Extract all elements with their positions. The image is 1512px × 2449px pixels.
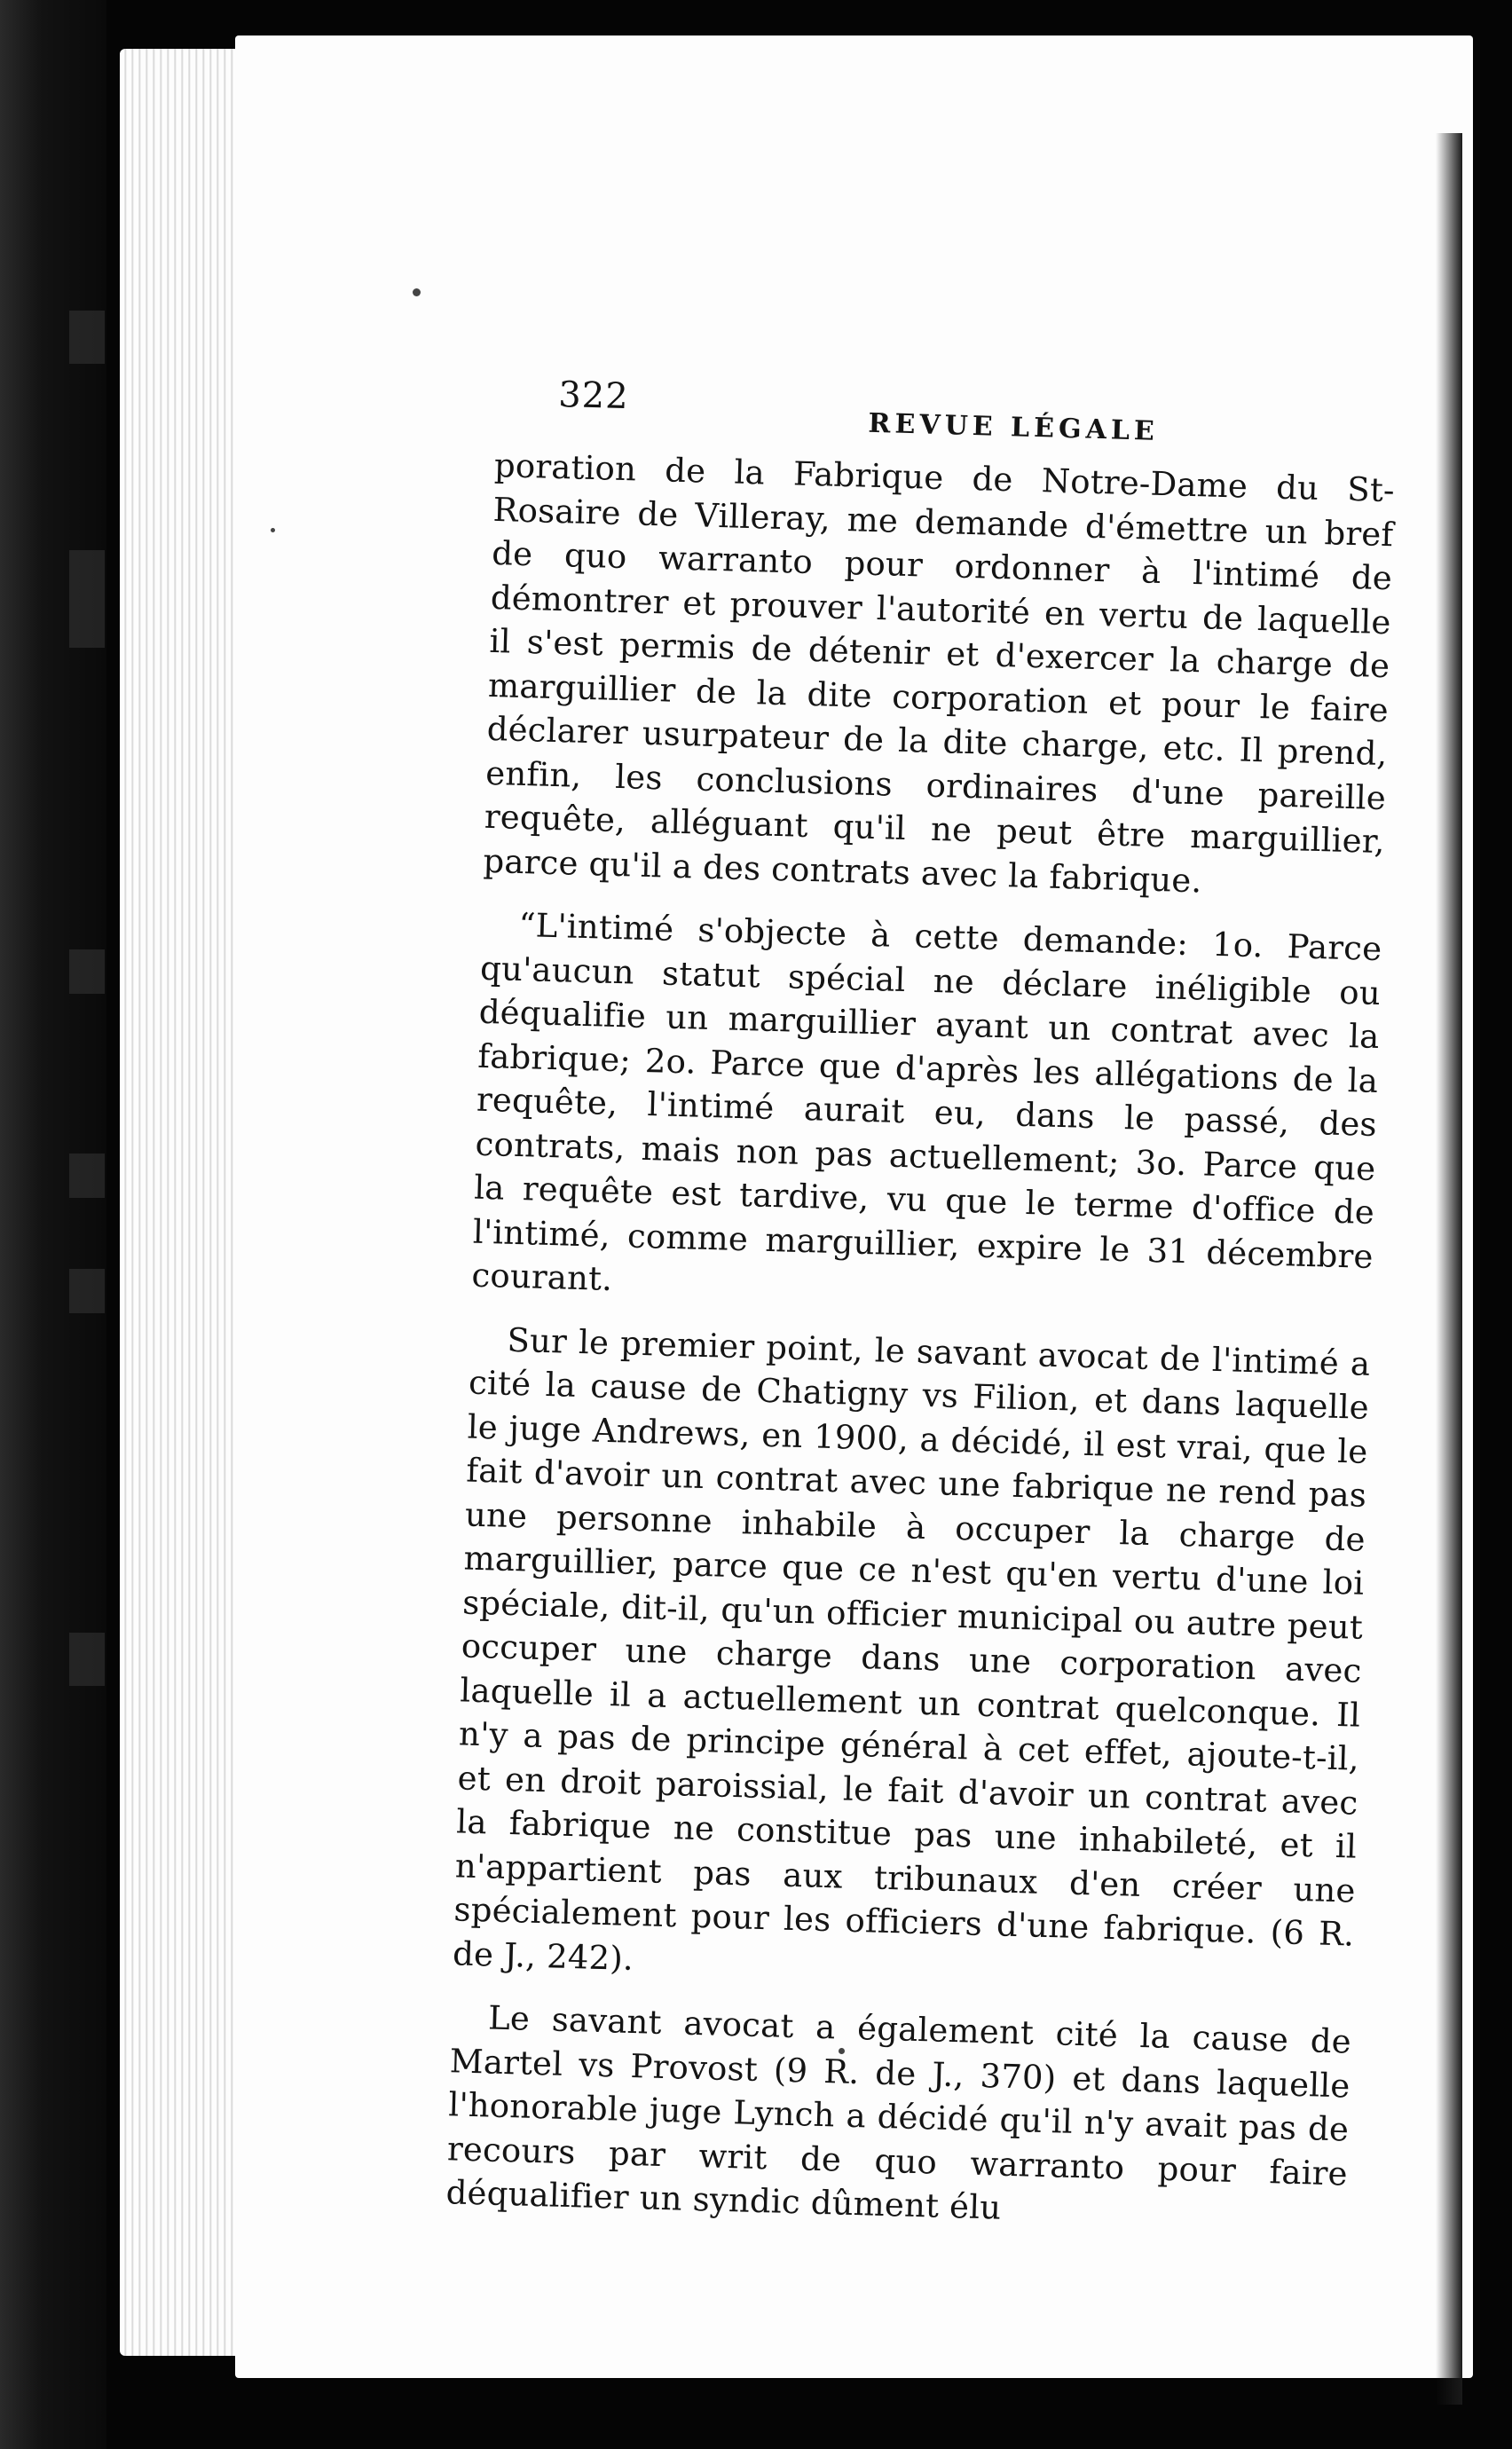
paragraph-3: Sur le premier point, le savant avocat de l'intimé a cité la cause de Chatigny vs Filion, et dans laquelle le juge Andrews, en 1900, a décidé, il est vrai, que le fait d'avoir un contrat avec une fabrique ne rend pas une personne inhabile à occuper la charge de marguillier, parce que ce n'est qu'en vertu d'une loi spéciale, dit-il, qu'un officier municipal ou autre peut occuper une charge dans une corporation avec laquelle il a actuellement un contrat quelconque. Il n'y a pas de principe général à cet effet, ajoute-t-il, et en droit paroissial, le fait d'avoir un contrat avec la fabrique ne constitue pas une inhabileté, et il n'appartient pas aux tribunaux d'en créer une spécialement pour les officiers d'une fabrique. (6 R. de J., 242). bbox=[452, 1320, 1371, 1978]
page-text bbox=[445, 373, 1397, 2259]
book-binding bbox=[0, 0, 106, 2449]
bleed-mark bbox=[69, 311, 105, 364]
speck bbox=[271, 528, 275, 532]
journal-title: REVUE LÉGALE bbox=[868, 407, 1160, 447]
speck bbox=[413, 288, 421, 296]
page-edges bbox=[120, 49, 244, 2356]
page-gutter-shadow bbox=[1436, 133, 1462, 2405]
bleed-mark bbox=[69, 1154, 105, 1198]
page-number: 322 bbox=[557, 374, 630, 418]
bleed-mark bbox=[69, 949, 105, 994]
paragraph-4: Le savant avocat a également cité la cause de Martel vs Provost (9 R. de J., 370) et dans laquelle l'honorable juge Lynch a décidé qu'il n'y avait pas de recours par writ de quo warranto pour faire déqualifier un syndic dûment élu bbox=[445, 1998, 1352, 2227]
paragraph-2: “L'intimé s'objecte à cette demande: 1o. Parce qu'aucun statut spécial ne déclare inéligible ou déqualifie un marguillier ayant un contrat avec la fabrique; 2o. Parce que d'après les allégations de la requête, l'intimé aurait eu, dans le passé, des contrats, mais non pas actuellement; 3o. Parce que la requête est tardive, vu que le terme d'office de l'intimé, comme marguillier, expire le 31 décembre courant. bbox=[470, 905, 1382, 1299]
bleed-mark bbox=[69, 1269, 105, 1313]
paragraph-1: poration de la Fabrique de Notre-Dame du St-Rosaire de Villeray, me demande d'émettre un bref de quo warranto pour ordonner à l'intimé de démontrer et prouver l'autorité en vertu de laquelle il s'est permis de détenir et d'exercer la charge de marguillier de la dite corporation et pour le faire déclarer usurpateur de la dite charge, etc. Il prend, enfin, les conclusions ordinaires d'une pareille requête, alléguant qu'il ne peut être marguillier, parce qu'il a des contrats avec la fabrique. bbox=[483, 445, 1396, 900]
bleed-mark bbox=[69, 1633, 105, 1686]
bleed-mark bbox=[69, 550, 105, 648]
